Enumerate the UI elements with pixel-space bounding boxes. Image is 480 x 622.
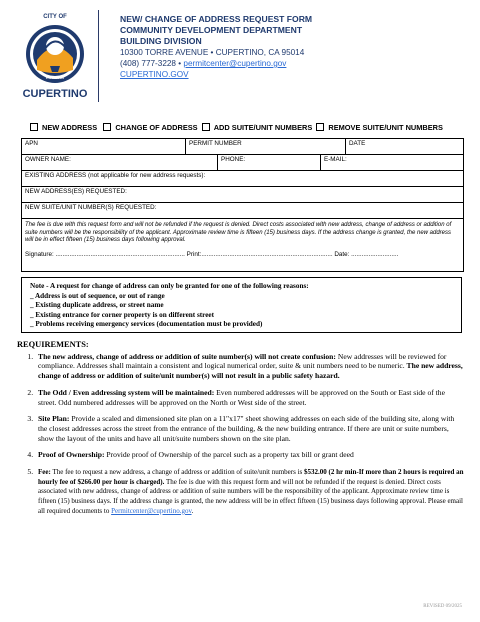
address-request-form: [21, 138, 464, 272]
note-heading: Note - A request for change of address can only be granted for one of the following reasons:: [30, 282, 309, 290]
form-row-signature: [22, 219, 463, 271]
revision-note: REVISED 09/2025: [423, 604, 462, 609]
existing-address-field[interactable]: EXISTING ADDRESS (not applicable for new address requests):: [25, 172, 206, 179]
requirements-section: [17, 340, 465, 524]
requirement-item: 3. Site Plan: Provide a scaled and dimensioned site plan on a 11"x17" sheet showing addresses on each side of the building site, along with the closest addresses across the street from the entrance of the building, & the new building entrance. If there are unit or suite numbers, show the layout of the units and have all unit/suite numbers shown on the site plan.: [35, 414, 465, 443]
contact-line: [120, 58, 312, 69]
website-link[interactable]: CUPERTINO.GOV: [120, 70, 189, 79]
fee-disclaimer: The fee is due with this request form and will not be refunded if the request is denied. Direct costs associated with new address, change of address or addition of suite numbers will be the responsibility of the applicant. Approximate review time is fifteen (15) business days. If the address change is granted, the new address will be in effect fifteen (15) business days following approval.: [25, 222, 452, 244]
logo-line2: CUPERTINO: [22, 88, 88, 100]
requirements-list: [17, 352, 465, 517]
option-new-address[interactable]: NEW ADDRESS: [30, 123, 97, 132]
form-title: NEW/ CHANGE OF ADDRESS REQUEST FORM: [120, 14, 313, 24]
new-suite-field[interactable]: NEW SUITE/UNIT NUMBER(S) REQUESTED:: [25, 204, 157, 211]
reason-item: _ Address is out of sequence, or out of range: [30, 291, 165, 300]
division-name: BUILDING DIVISION: [120, 36, 202, 46]
requirements-heading: REQUIREMENTS:: [17, 340, 89, 349]
option-change-address[interactable]: CHANGE OF ADDRESS: [103, 123, 197, 132]
form-row-apn: [22, 139, 463, 155]
requirement-item: 1. The new address, change of address or addition of suite number(s) will not create confusion: New addresses will be reviewed for compliance. Addresses shall maintain a consistent and logical numerical order, suite & unit numbers need to be numeric. The new address, change of address or addition of suite/unit number(s) will not result in a public safety hazard.: [35, 352, 465, 381]
requirement-item: 4. Proof of Ownership: Provide proof of Ownership of the parcel such as a property tax bill or grant deed: [35, 450, 465, 460]
permit-number-field[interactable]: PERMIT NUMBER: [185, 139, 345, 154]
reason-item: _ Existing duplicate address, or street name: [30, 301, 164, 310]
apn-field[interactable]: APN: [25, 140, 38, 147]
requirement-item: 5. Fee: The fee to request a new address, a change of address or addition of suite/unit numbers is $532.00 (2 hr min-If more than 2 hours is required an hourly fee of $266.00 per hour is charged). The fee is due with this request form and will not be refunded if the request is denied. Direct costs associated with new address, change of address or addition of suite numbers will be the responsibility of the applicant. Approximate review time is fifteen (15) business days. If the address change is granted, the new address will be in effect fifteen (15) business days following approval. Please email all required documents to Permitcenter@cupertino.gov.: [35, 467, 465, 517]
disclaimer-block: [22, 219, 463, 271]
phone-field[interactable]: PHONE:: [217, 155, 320, 170]
requirement-item: 2. The Odd / Even addressing system will be maintained: Even numbered addresses will be approved on the South or East side of the street. Odd numbered addresses will be approved on the North or West side of the street.: [35, 388, 465, 407]
request-type-options: [30, 123, 443, 132]
form-row-owner: [22, 155, 463, 171]
checkbox[interactable]: [316, 123, 324, 131]
date-field[interactable]: DATE: [345, 139, 463, 154]
permit-center-email-link[interactable]: Permitcenter@cupertino.gov: [111, 506, 192, 515]
checkbox[interactable]: [30, 123, 38, 131]
signature-line[interactable]: Signature: .......................................................................... Print:........................................................................... Date: ...........................: [25, 250, 399, 258]
form-row-existing: [22, 171, 463, 187]
cupertino-seal-icon: [14, 10, 96, 102]
email-link[interactable]: permitcenter@cupertino.gov: [183, 59, 287, 68]
phone-number: (408) 777-3228 •: [120, 59, 182, 68]
header-divider: [98, 10, 99, 102]
header: [120, 14, 312, 80]
reason-item: _ Existing entrance for corner property is on different street: [30, 310, 214, 319]
form-row-new-address: [22, 187, 463, 203]
option-remove-suite[interactable]: REMOVE SUITE/UNIT NUMBERS: [316, 123, 443, 132]
department-name: COMMUNITY DEVELOPMENT DEPARTMENT: [120, 25, 303, 35]
option-add-suite[interactable]: ADD SUITE/UNIT NUMBERS: [202, 123, 313, 132]
logo-line1: CITY OF: [43, 14, 67, 20]
logo-est: EST. 1955: [45, 75, 65, 80]
checkbox[interactable]: [202, 123, 210, 131]
reason-item: _ Problems receiving emergency services (documentation must be provided): [30, 320, 263, 329]
note-box: [21, 277, 462, 333]
city-logo: [14, 10, 96, 102]
street-address: 10300 TORRE AVENUE • CUPERTINO, CA 95014: [120, 48, 305, 57]
checkbox[interactable]: [103, 123, 111, 131]
email-field[interactable]: E-MAIL:: [320, 155, 463, 170]
form-row-new-suite: [22, 203, 463, 219]
owner-name-field[interactable]: OWNER NAME:: [25, 156, 71, 163]
new-address-field[interactable]: NEW ADDRESS(ES) REQUESTED:: [25, 188, 127, 195]
